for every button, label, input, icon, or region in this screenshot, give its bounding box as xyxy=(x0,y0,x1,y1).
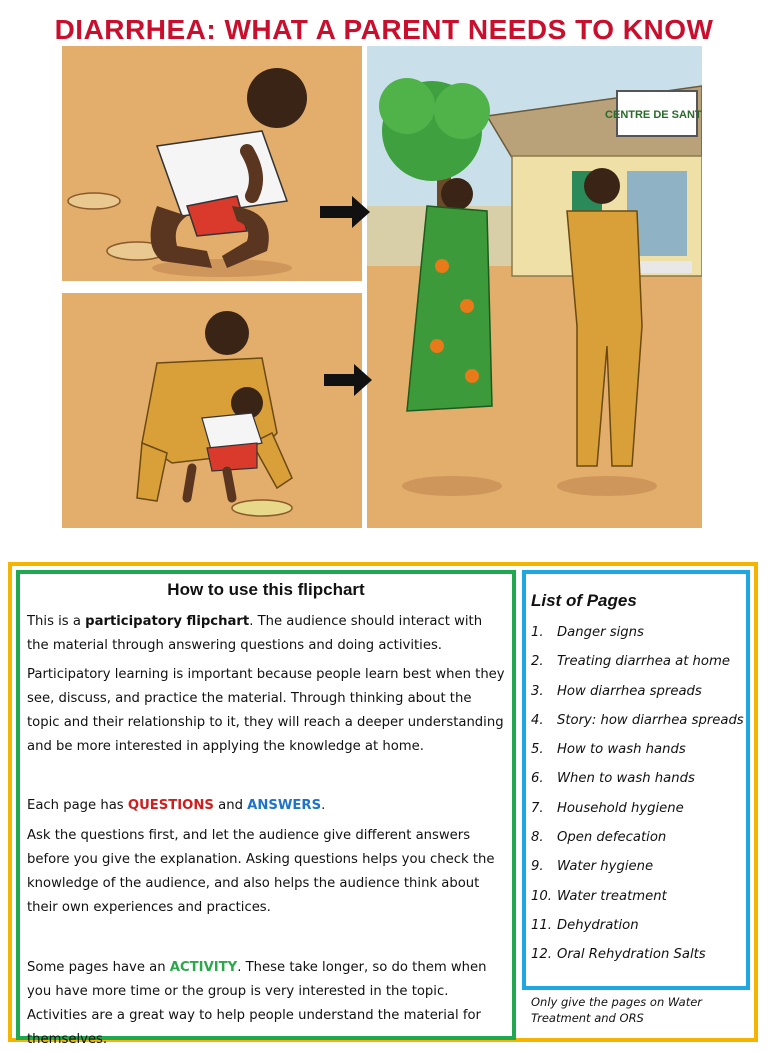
sick-child-drawing xyxy=(62,46,362,281)
item-label: Danger signs xyxy=(557,625,644,640)
item-label: When to wash hands xyxy=(557,771,695,787)
item-label: How diarrhea spreads xyxy=(557,683,702,699)
text: and xyxy=(213,798,248,813)
item-label: Story: how diarrhea spreads xyxy=(557,712,744,728)
list-item xyxy=(531,618,747,647)
list-item xyxy=(531,882,747,911)
health-centre-drawing xyxy=(367,46,702,528)
item-label: How to wash hands xyxy=(557,742,686,758)
activity-keyword: ACTIVITY xyxy=(169,960,238,975)
list-item xyxy=(531,823,747,852)
item-label: Oral Rehydration Salts xyxy=(557,947,706,963)
item-label: Open defecation xyxy=(557,830,667,846)
list-item xyxy=(531,764,747,793)
text: . The audience should interact with the material through answering questions and doing activities. xyxy=(27,614,483,653)
text: . xyxy=(321,798,326,813)
item-number: 1. xyxy=(531,625,544,640)
item-number: 7. xyxy=(531,800,544,816)
paragraph-questions-answers xyxy=(27,794,507,818)
item-number: 9. xyxy=(531,859,544,875)
list-of-pages-title: List of Pages xyxy=(531,591,637,610)
paragraph-participatory xyxy=(27,610,507,658)
illustration-panel-parent-helping xyxy=(62,293,362,528)
pages-list xyxy=(531,618,747,970)
list-item xyxy=(531,911,747,940)
item-label: Water hygiene xyxy=(557,859,654,875)
questions-keyword: QUESTIONS xyxy=(127,798,214,813)
pages-note: Only give the pages on Water Treatment and ORS xyxy=(531,995,703,1025)
illustration-panel-sick-child xyxy=(62,46,362,281)
how-to-title: How to use this flipchart xyxy=(167,580,365,599)
item-number: 11. xyxy=(531,917,552,933)
item-number: 2. xyxy=(531,654,544,670)
text: . These take longer, so do them when you have more time or the group is very interested in the topic. Activities are a great way to help people understand the material for themselves. xyxy=(27,960,487,1047)
illustration-panel-health-centre xyxy=(367,46,702,528)
item-number: 6. xyxy=(531,771,544,787)
text: Some pages have an xyxy=(27,960,170,975)
item-label: Water treatment xyxy=(557,888,667,904)
health-centre-sign: CENTRE DE SANTE xyxy=(605,109,702,121)
answers-keyword: ANSWERS xyxy=(247,798,322,813)
paragraph-activity xyxy=(27,956,507,1052)
list-item xyxy=(531,940,747,969)
item-number: 5. xyxy=(531,742,544,758)
item-number: 3. xyxy=(531,683,544,699)
item-number: 4. xyxy=(531,712,544,728)
item-number: 8. xyxy=(531,830,544,846)
item-label: Dehydration xyxy=(557,917,639,933)
illustration xyxy=(62,46,702,528)
paragraph-learning: Participatory learning is important because people learn best when they see, discuss, and practice the material. Through thinking about the topic and their relationship to it, they will reach a deeper understanding and be more interested in applying the knowledge at home. xyxy=(27,667,505,754)
text: Each page has xyxy=(27,798,128,813)
bold-text: participatory flipchart xyxy=(85,614,250,629)
list-item xyxy=(531,677,747,706)
list-item xyxy=(531,647,747,676)
text: This is a xyxy=(27,614,86,629)
item-label: Treating diarrhea at home xyxy=(557,654,730,670)
list-item xyxy=(531,706,747,735)
item-label: Household hygiene xyxy=(557,800,684,816)
list-item xyxy=(531,735,747,764)
item-number: 12. xyxy=(531,947,552,963)
item-number: 10. xyxy=(531,888,552,904)
list-item xyxy=(531,852,747,881)
page-title: DIARRHEA: WHAT A PARENT NEEDS TO KNOW xyxy=(54,14,714,45)
parent-helping-drawing xyxy=(62,293,362,528)
list-item xyxy=(531,794,747,823)
paragraph-ask-questions: Ask the questions first, and let the audience give different answers before you give the explanation. Asking questions helps you check the knowledge of the audience, and also helps the audience think about their own experiences and practices. xyxy=(27,828,495,915)
